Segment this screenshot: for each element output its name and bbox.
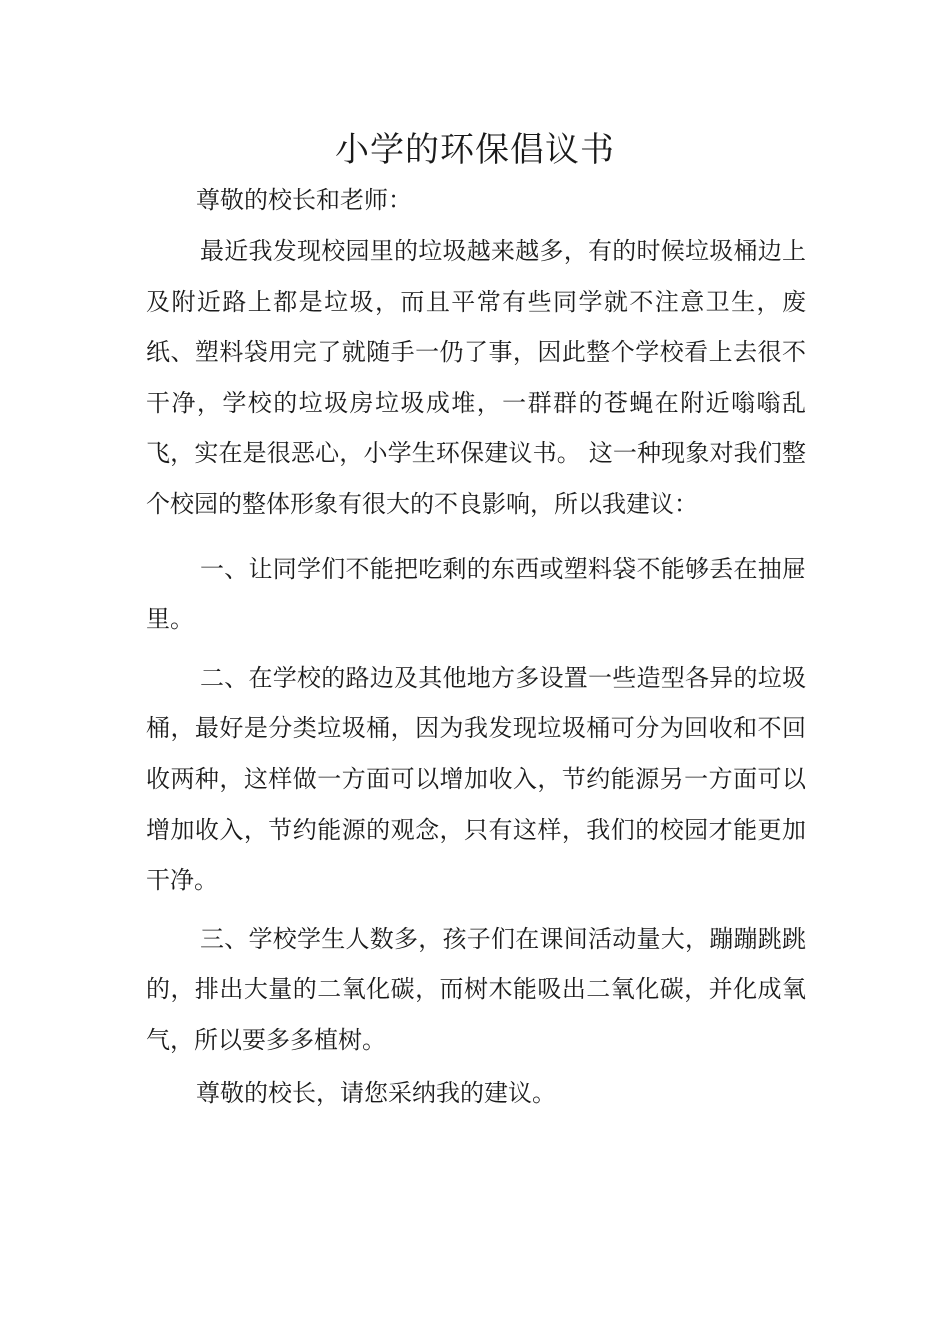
document-title: 小学的环保倡议书 bbox=[335, 130, 615, 170]
salutation: 尊敬的校长和老师： bbox=[196, 186, 412, 214]
closing-line: 尊敬的校长，请您采纳我的建议。 bbox=[196, 1079, 556, 1107]
paragraph-suggestion-3: 三、学校学生人数多，孩子们在课间活动量大，蹦蹦跳跳的，排出大量的二氧化碳，而树木能吸出二氧化碳，并化成氧气，所以要多多植树。 bbox=[146, 924, 806, 1054]
paragraph-suggestion-1: 一、让同学们不能把吃剩的东西或塑料袋不能够丢在抽屉里。 bbox=[146, 554, 806, 634]
paragraph-spacer bbox=[146, 906, 806, 914]
paragraph-spacer bbox=[146, 530, 806, 544]
paragraph-spacer bbox=[146, 645, 806, 653]
paragraph-suggestion-2: 二、在学校的路边及其他地方多设置一些造型各异的垃圾桶，最好是分类垃圾桶，因为我发现垃圾桶可分为回收和不回收两种，这样做一方面可以增加收入，节约能源另一方面可以增加收入，节约能源的观念，只有这样，我们的校园才能更加干净。 bbox=[146, 663, 806, 895]
document-body bbox=[146, 226, 806, 1066]
paragraph-intro: 最近我发现校园里的垃圾越来越多，有的时候垃圾桶边上及附近路上都是垃圾，而且平常有些同学就不注意卫生，废纸、塑料袋用完了就随手一仍了事，因此整个学校看上去很不干净，学校的垃圾房垃圾成堆，一群群的苍蝇在附近嗡嗡乱飞，实在是很恶心，小学生环保建议书。 这一种现象对我们整个校园的整体形象有很大的不良影响，所以我建议： bbox=[146, 237, 806, 518]
